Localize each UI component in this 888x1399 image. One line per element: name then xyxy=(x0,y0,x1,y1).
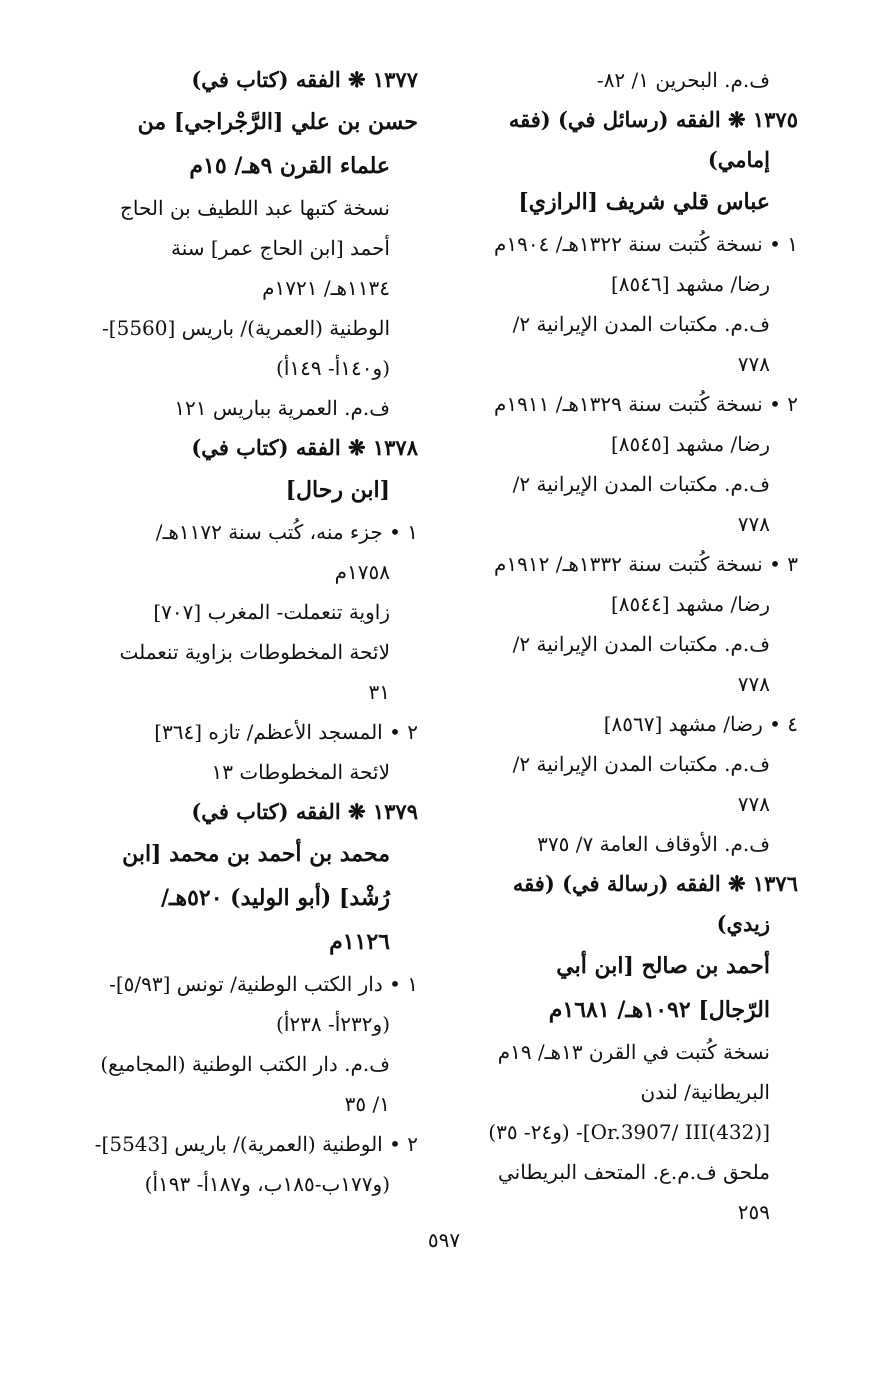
text-line: ١٣٧٥ ❋ الفقه (رسائل في) (فقه xyxy=(508,107,798,132)
text-line: (و٢٣٢أ- ٢٣٨أ) xyxy=(276,1012,390,1036)
text-line: رُشْد] (أبو الوليد) ٥٢٠هـ/ xyxy=(160,885,390,911)
text-line: لائحة المخطوطات ١٣ xyxy=(211,760,390,784)
text-line: البريطانية/ لندن xyxy=(640,1080,770,1104)
text-line: ٢ • نسخة كُتبت سنة ١٣٢٩هـ/ ١٩١١م xyxy=(494,392,798,416)
text-line: عباس قلي شريف [الرازي] xyxy=(518,189,770,215)
text-line: ١٣٧٩ ❋ الفقه (كتاب في) xyxy=(191,799,418,824)
text-line: أحمد [ابن الحاج عمر] سنة xyxy=(171,236,390,260)
text-line: ١ • نسخة كُتبت سنة ١٣٢٢هـ/ ١٩٠٤م xyxy=(494,232,798,256)
text-line: إمامي) xyxy=(707,147,770,172)
page-number: ٥٩٧ xyxy=(427,1228,461,1252)
text-line: (و١٧٧ب-١٨٥ب، و١٨٧أ- ١٩٣أ) xyxy=(144,1172,390,1196)
text-line: (و١٤٠أ- ١٤٩أ) xyxy=(276,356,390,380)
text-line: ف.م. مكتبات المدن الإيرانية ٢/ xyxy=(512,472,770,496)
text-line: ف.م. مكتبات المدن الإيرانية ٢/ xyxy=(512,312,770,336)
text-line: ١ • دار الكتب الوطنية/ تونس [٥/٩٣]- xyxy=(109,972,418,996)
text-line: ف.م. دار الكتب الوطنية (المجاميع) xyxy=(100,1052,390,1076)
text-line: [ابن رحال] xyxy=(285,477,390,503)
text-line: رضا/ مشهد [٨٥٤٥] xyxy=(610,432,770,456)
text-line: رضا/ مشهد [٨٥٤٤] xyxy=(610,592,770,616)
text-line: ف.م. مكتبات المدن الإيرانية ٢/ xyxy=(512,632,770,656)
text-line: محمد بن أحمد بن محمد [ابن xyxy=(122,841,390,867)
text-line: ٢٥٩ xyxy=(737,1200,770,1224)
text-line: نسخة كُتبت في القرن ١٣هـ/ ١٩م xyxy=(497,1040,770,1064)
text-line: علماء القرن ٩هـ/ ١٥م xyxy=(189,153,390,179)
text-line: ١٧٥٨م xyxy=(334,560,390,584)
text-line: ٤ • رضا/ مشهد [٨٥٦٧] xyxy=(603,712,798,736)
text-line: ف.م. العمرية بباريس ١٢١ xyxy=(174,396,390,420)
text-line: ١ • جزء منه، كُتب سنة ١١٧٢هـ/ xyxy=(155,520,418,544)
text-line: ٢ • الوطنية (العمرية)/ باريس [5543]- xyxy=(94,1132,418,1156)
text-line: لائحة المخطوطات بزاوية تنعملت xyxy=(119,640,390,664)
text-line: الرّجال] ١٠٩٢هـ/ ١٦٨١م xyxy=(548,997,770,1023)
text-line: ف.م. البحرين ١/ ٨٢- xyxy=(596,68,770,92)
text-line: ٧٧٨ xyxy=(737,512,770,536)
text-line: ٢ • المسجد الأعظم/ تازه [٣٦٤] xyxy=(154,720,418,744)
text-line: ملحق ف.م.ع. المتحف البريطاني xyxy=(497,1160,770,1184)
text-line: ١٣٧٨ ❋ الفقه (كتاب في) xyxy=(191,435,418,460)
text-line: نسخة كتبها عبد اللطيف بن الحاج xyxy=(120,196,390,220)
right-column xyxy=(453,60,798,1232)
text-line: ف.م. مكتبات المدن الإيرانية ٢/ xyxy=(512,752,770,776)
text-line: رضا/ مشهد [٨٥٤٦] xyxy=(610,272,770,296)
text-line: زاوية تنعملت- المغرب [٧٠٧] xyxy=(153,600,390,624)
text-line: ٣١ xyxy=(368,680,390,704)
text-line: ١/ ٣٥ xyxy=(344,1092,390,1116)
left-column xyxy=(73,60,418,1204)
text-line: أحمد بن صالح [ابن أبي xyxy=(556,953,770,979)
text-line: ١١٣٤هـ/ ١٧٢١م xyxy=(262,276,390,300)
text-line: [(432)Or.3907/ III]- (و٢٤- ٣٥) xyxy=(488,1120,770,1144)
text-line: ٧٧٨ xyxy=(737,792,770,816)
text-line: ١١٢٦م xyxy=(329,929,390,955)
text-line: ٧٧٨ xyxy=(737,672,770,696)
text-line: ف.م. الأوقاف العامة ٧/ ٣٧٥ xyxy=(537,832,770,856)
text-line: ١٣٧٧ ❋ الفقه (كتاب في) xyxy=(191,67,418,92)
text-line: ٧٧٨ xyxy=(737,352,770,376)
text-line: ١٣٧٦ ❋ الفقه (رسالة في) (فقه xyxy=(512,871,798,896)
text-line: زيدي) xyxy=(716,911,770,936)
text-line: ٣ • نسخة كُتبت سنة ١٣٣٢هـ/ ١٩١٢م xyxy=(494,552,798,576)
text-line: حسن بن علي [الرَّجْراجي] من xyxy=(137,109,418,135)
text-line: الوطنية (العمرية)/ باريس [5560]- xyxy=(102,316,390,340)
